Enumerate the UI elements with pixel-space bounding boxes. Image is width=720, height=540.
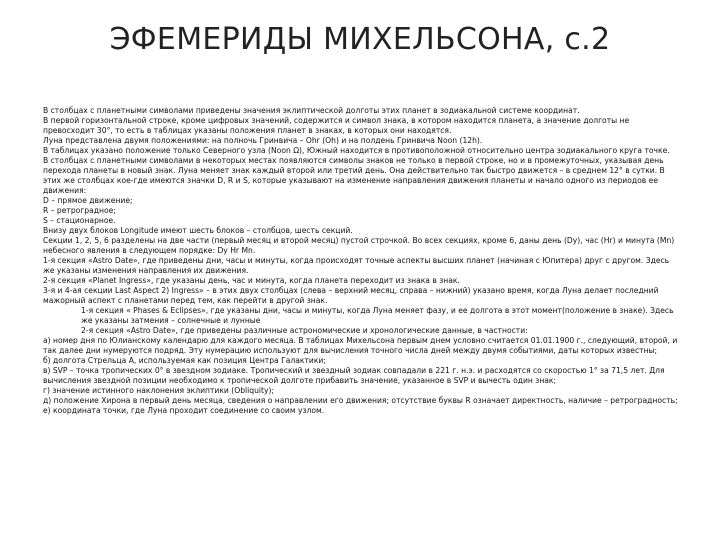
paragraph: 1-я секция «Astro Date», где приведены дни, часы и минуты, когда происходят точные аспекты высших планет (начиная с Юпитера) друг с другом. Здесь же указаны изменения направления их движения. — [43, 256, 670, 275]
paragraph: D – прямое движение; — [43, 196, 133, 205]
paragraph: а) номер дня по Юлианскому календарю для каждого месяца. В таблицах Михельсона первым днем условно считается 01.01.1900 г., следующий, второй, и так далее дни нумеруются подряд. Эту нумерацию используют для вычисления точного числа дней между двумя событиями, даты которых известны; — [43, 336, 678, 355]
paragraph: б) долгота Стрельца А, используемая как позиция Центра Галактики; — [43, 356, 326, 365]
paragraph: 2-я секция «Astro Date», где приведены различные астрономические и хронологические данные, в частности: — [81, 326, 528, 335]
paragraph: е) координата точки, где Луна проходит соединение со своим узлом. — [43, 406, 325, 415]
paragraph: 2-я секция «Planet Ingress», где указаны день, час и минута, когда планета переходит из знака в знак. — [43, 276, 460, 285]
paragraph: Секции 1, 2, 5, 6 разделены на две части (первый месяц и второй месяц) пустой строчкой. Во всех секциях, кроме 6, даны день (Dy), час (Hr) и минута (Mn) небесного явления в следующем порядке: Dy Hr Mn. — [43, 236, 675, 255]
paragraph: В первой горизонтальной строке, кроме цифровых значений, содержится и символ знака, в котором находится планета, а значение долготы не превосходит 30°, то есть в таблицах указаны положения планет в знаках, в которых они находятся. — [43, 116, 630, 135]
text-body — [43, 106, 679, 416]
page-title: ЭФЕМЕРИДЫ МИХЕЛЬСОНА, с.2 — [109, 22, 611, 57]
paragraph: Внизу двух блоков Longitude имеют шесть блоков – столбцов, шесть секций. — [43, 226, 353, 235]
paragraph: R – ретроградное; — [43, 206, 116, 215]
paragraph: д) положение Хирона в первый день месяца, сведения о направлении его движения; отсутствие буквы R означает директность, наличие – ретроградность; — [43, 396, 678, 405]
paragraph: г) значение истинного наклонения эклиптики (Obliquity); — [43, 386, 275, 395]
paragraph: В столбцах с планетными символами в некоторых местах появляются символы знаков не только в первой строке, но и в промежуточных, указывая день перехода планеты в новый знак. Луна меняет знак каждый второй или третий день. Она действительно так быстро движется – в среднем 12° в сутки. В этих же столбцах кое-где имеются значки D, R и S, которые указывают на изменение направления движения планеты и начало одного из периодов ее движения: — [43, 156, 665, 195]
paragraph: Луна представлена двумя положениями: на полночь Гринвича – Ohr (Oh) и на полдень Гринвича Noon (12h). — [43, 136, 483, 145]
paragraph: 3-я и 4-ая секции Last Aspect 2) Ingress» – в этих двух столбцах (слева – верхний месяц, справа – нижний) указано время, когда Луна делает последний мажорный аспект с планетами перед тем, как перейти в другой знак. — [43, 286, 659, 305]
paragraph: S – стационарное. — [43, 216, 116, 225]
paragraph: В таблицах указано положение только Северного узла (Noon Ω), Южный находится в противоположной относительно центра зодиакального круга точке. — [43, 146, 670, 155]
paragraph: В столбцах с планетными символами приведены значения эклиптической долготы этих планет в зодиакальной системе координат. — [43, 106, 580, 115]
paragraph: в) SVP – точка тропических 0° в звездном зодиаке. Тропический и звездный зодиак совпадали в 221 г. н.э. и расходятся со скоростью 1° за 71,5 лет. Для вычисления звездной позиции необходимо к тропической долготе прибавить значение, указанное в SVP и вычесть один знак; — [43, 366, 665, 385]
paragraph: 1-я секция « Phases & Eclipses», где указаны дни, часы и минуты, когда Луна меняет фазу, и ее долгота в этот момент(положение в знаке). Здесь же указаны затмения – солнечные и лунные — [81, 306, 674, 325]
